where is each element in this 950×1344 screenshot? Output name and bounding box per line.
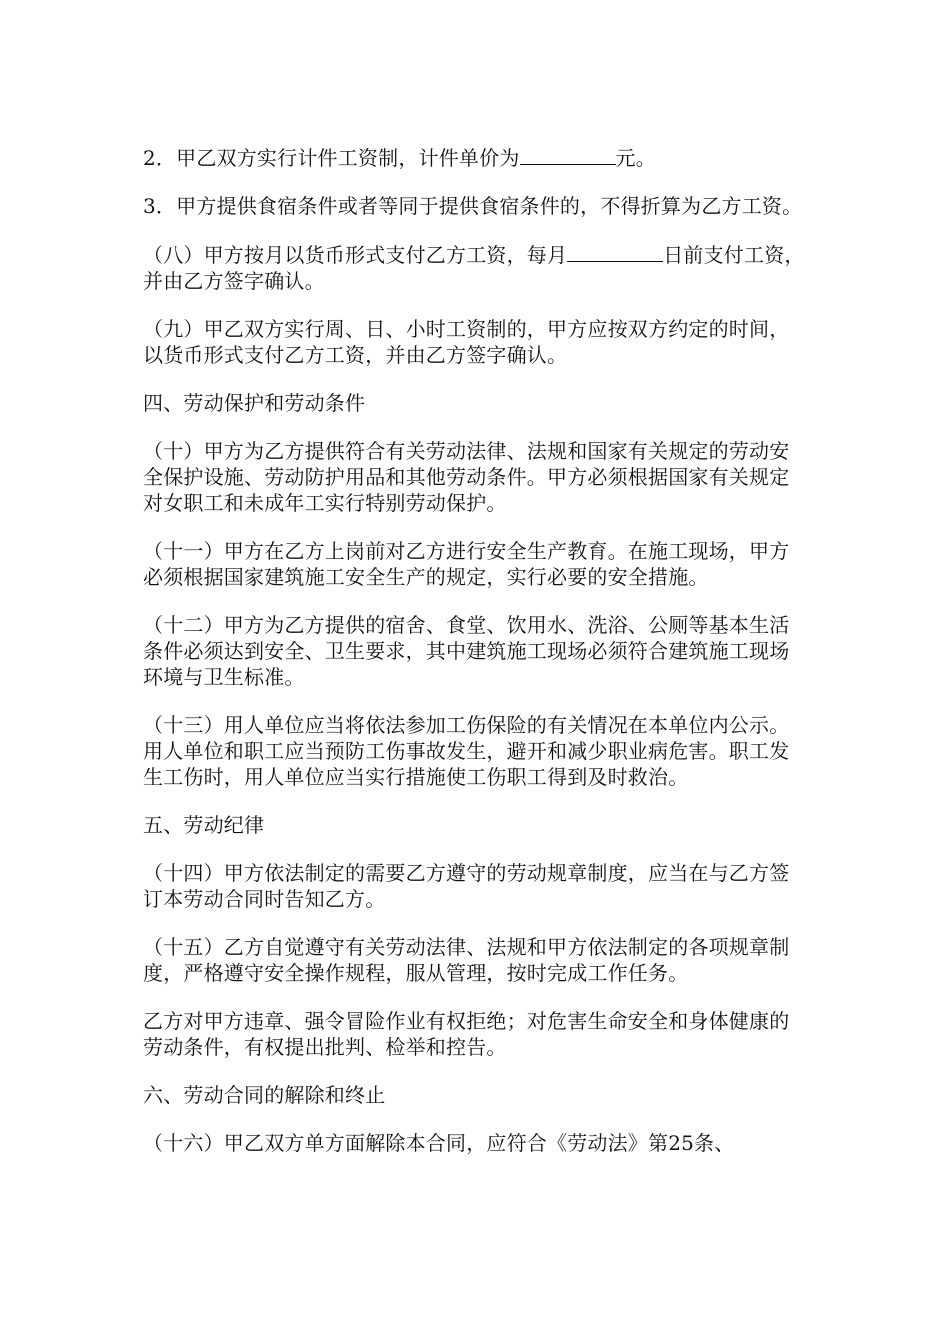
pay-day-blank [567, 241, 663, 262]
section-heading-labor-protection: 四、劳动保护和劳动条件 [143, 391, 366, 415]
section-heading-termination: 六、劳动合同的解除和终止 [143, 1083, 386, 1107]
paragraph-clause-13: （十三）用人单位应当将依法参加工伤保险的有关情况在本单位内公示。用人单位和职工应当预防工伤事故发生，避开和减少职业病危害。职工发生工伤时，用人单位应当实行措施使工伤职工得到及时救治。 [143, 713, 790, 789]
paragraph-clause-12: （十二）甲方为乙方提供的宿舍、食堂、饮用水、洗浴、公厕等基本生活条件必须达到安全、卫生要求，其中建筑施工现场必须符合建筑施工现场环境与卫生标准。 [143, 613, 790, 689]
paragraph-clause-15: （十五）乙方自觉遵守有关劳动法律、法规和甲方依法制定的各项规章制度，严格遵守安全操作规程，服从管理，按时完成工作任务。 [143, 935, 790, 985]
section-heading-labor-discipline: 五、劳动纪律 [143, 813, 265, 837]
monthly-pay-text: （八）甲方按月以货币形式支付乙方工资，每月 [143, 243, 568, 267]
paragraph-clause-10: （十）甲方为乙方提供符合有关劳动法律、法规和国家有关规定的劳动安全保护设施、劳动防护用品和其他劳动条件。甲方必须根据国家有关规定对女职工和未成年工实行特别劳动保护。 [143, 439, 790, 515]
document-body [143, 144, 808, 1178]
paragraph-refusal-right: 乙方对甲方违章、强令冒险作业有权拒绝；对危害生命安全和身体健康的劳动条件，有权提出批判、检举和控告。 [143, 1009, 790, 1059]
piece-rate-blank [520, 144, 616, 165]
paragraph-clause-11: （十一）甲方在乙方上岗前对乙方进行安全生产教育。在施工现场，甲方必须根据国家建筑施工安全生产的规定，实行必要的安全措施。 [143, 539, 790, 589]
paragraph-hourly-pay: （九）甲乙双方实行周、日、小时工资制的，甲方应按双方约定的时间，以货币形式支付乙方工资，并由乙方签字确认。 [143, 317, 790, 367]
piece-rate-unit: 元。 [615, 146, 656, 170]
paragraph-clause-16: （十六）甲乙双方单方面解除本合同，应符合《劳动法》第25条、 [143, 1131, 735, 1155]
paragraph-piece-rate [143, 144, 808, 171]
paragraph-clause-14: （十四）甲方依法制定的需要乙方遵守的劳动规章制度，应当在与乙方签订本劳动合同时告知乙方。 [143, 861, 790, 911]
paragraph-monthly-pay [143, 241, 808, 294]
piece-rate-text: 2．甲乙双方实行计件工资制，计件单价为 [143, 146, 520, 170]
monthly-pay-rest: 日前支付工资，并由乙方签字确认。 [143, 243, 805, 293]
paragraph-board-lodging: 3．甲方提供食宿条件或者等同于提供食宿条件的，不得折算为乙方工资。 [143, 194, 803, 218]
